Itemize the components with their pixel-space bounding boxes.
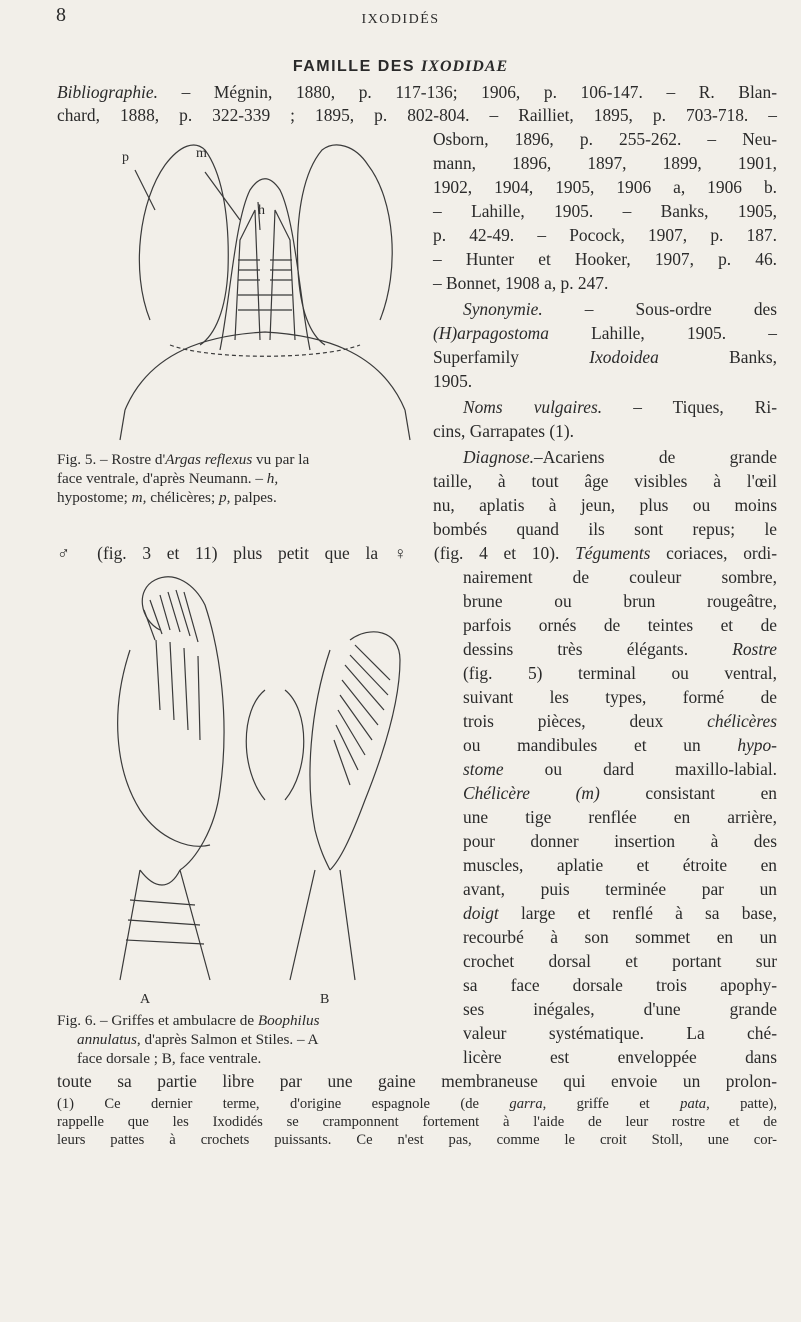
fig6-caption-line-3: face dorsale ; B, face ventrale.: [77, 1050, 262, 1067]
fig6-caption-genus: Boophilus: [257, 1012, 320, 1029]
section-title-prefix: FAMILLE DES: [292, 58, 416, 75]
synonymie-genus: (H)arpagostoma: [433, 323, 549, 343]
fig5-caption-text-3b: chélicères;: [146, 489, 219, 506]
bibliography-text-1: – Mégnin, 1880, p. 117-136; 1906, p. 106-147. – R. Blan-: [157, 82, 777, 102]
rostre-label: Rostre: [732, 639, 777, 659]
fig5-caption-line-3: [57, 489, 417, 508]
diagnose-text-12: ou mandibules et un: [463, 735, 701, 755]
fig5-caption-text-2: face ventrale, d'après Neumann. –: [57, 470, 267, 487]
synonymie-line-2: [433, 322, 777, 346]
diagnose-line-14: [463, 782, 777, 806]
diagnose-line-18: avant, puis terminée par un: [463, 879, 777, 899]
footnote-line-3: leurs pattes à crochets puissants. Ce n'est pas, comme le croit Stoll, une cor-: [57, 1131, 777, 1148]
diagnose-line-1: [463, 446, 777, 470]
diagnose-line-23: ses inégales, d'une grande: [463, 999, 777, 1019]
cheliceres-label: chélicères: [707, 711, 777, 731]
noms-label: Noms vulgaires.: [463, 397, 603, 417]
noms-text-1: – Tiques, Ri-: [602, 397, 777, 417]
chelicere-m: (m): [575, 783, 600, 803]
diagnose-line-4: bombés quand ils sont repus; le: [433, 519, 777, 539]
fig6-caption-text-1: Fig. 6. – Griffes et ambulacre de: [57, 1012, 258, 1029]
page-number: 8: [56, 4, 66, 26]
bibliography-col-2: mann, 1896, 1897, 1899, 1901,: [433, 153, 777, 173]
diagnose-line-22: sa face dorsale trois apophy-: [463, 975, 777, 995]
fig5-caption-line-1: [57, 451, 417, 470]
synonymie-superfamily: Ixodoidea: [589, 347, 659, 367]
fig6a-claw-outline: [142, 577, 224, 870]
diagnose-line-11: [463, 710, 777, 734]
bibliography-col-3: 1902, 1904, 1905, 1906 a, 1906 b.: [433, 177, 777, 197]
diagnose-line-16: pour donner insertion à des: [463, 831, 777, 851]
fig6-caption-species: annulatus: [77, 1031, 137, 1048]
synonymie-line-1: [463, 298, 777, 322]
bibliography-col-5: p. 42-49. – Pocock, 1907, p. 187.: [433, 225, 777, 245]
footnote-garra: garra: [509, 1096, 543, 1112]
bibliography-line-2: chard, 1888, p. 322-339 ; 1895, p. 802-804. – Railliet, 1895, p. 703-718. –: [57, 105, 777, 125]
fig5-caption-text-1a: Fig. 5. – Rostre d': [57, 451, 166, 468]
fig5-caption-text-1b: vu par la: [252, 451, 310, 468]
fig5-hypostome: [220, 179, 310, 350]
diagnose-line-6: brune ou brun rougeâtre,: [463, 591, 777, 611]
diagnose-teguments-label: Téguments: [575, 543, 651, 563]
footnotes: [57, 1096, 777, 1149]
fig5-left-palp: [139, 145, 228, 345]
diagnose-text-1: –Acariens de grande: [534, 447, 777, 467]
fig5-leader-m: [205, 172, 240, 220]
fig6b-claw-outline: [330, 632, 400, 870]
fig5-label-p: p: [122, 150, 129, 165]
diagnose-line-24: valeur systématique. La ché-: [463, 1023, 777, 1043]
diagnose-line-25: licère est enveloppée dans: [463, 1047, 777, 1067]
fig6-caption-line-1: [57, 1012, 457, 1031]
figure-5-drawing: [110, 120, 420, 450]
figure-6-drawing: [100, 570, 430, 990]
footnote-text-1b: , griffe et: [542, 1096, 681, 1112]
bibliography-col-4: – Lahille, 1905. – Banks, 1905,: [433, 201, 777, 221]
diagnose-text-8: dessins très élégants.: [463, 639, 689, 659]
footnote-text-1c: , patte),: [706, 1096, 777, 1112]
fig6-centre-claws: [246, 690, 304, 800]
fig5-label-m: m: [196, 146, 207, 161]
diagnose-line-21: crochet dorsal et portant sur: [463, 951, 777, 971]
bibliography-line-1: [57, 81, 777, 105]
diagnose-line-13: [463, 758, 777, 782]
synonymie-text-1: – Sous-ordre des: [542, 299, 777, 319]
fig5-caption-line-2: [57, 470, 417, 489]
fig6a-ambulacre: [118, 650, 210, 846]
diagnose-line-8: [463, 638, 777, 662]
chelicere-label: Chélicère: [463, 783, 530, 803]
diagnose-line-15: une tige renflée en arrière,: [463, 807, 777, 827]
fig6-label-b: B: [320, 992, 330, 1007]
fig5-bottom-right: [405, 410, 410, 440]
noms-line-2: cins, Garrapates (1).: [433, 421, 574, 441]
fig5-hatching: [238, 260, 292, 310]
fig6a-hatching: [144, 590, 200, 740]
section-title: [0, 58, 801, 76]
bibliography-col-1: Osborn, 1896, p. 255-262. – Neu-: [433, 129, 777, 149]
hypo-label: hypo-: [737, 735, 777, 755]
footnote-line-2: rappelle que les Ixodidés se cramponnent fortement à l'aide de leur rostre et de: [57, 1113, 777, 1130]
section-family-name: IXODIDAE: [421, 58, 509, 75]
footnote-pata: pata: [680, 1096, 707, 1112]
fig5-caption-species: Argas reflexus: [165, 451, 253, 468]
fig6-label-a: A: [140, 992, 151, 1007]
diagnose-full-line-2: toute sa partie libre par une gaine membraneuse qui envoie un prolon-: [57, 1071, 777, 1091]
bibliography-col-7: – Bonnet, 1908 a, p. 247.: [433, 273, 609, 293]
running-head: IXODIDÉS: [361, 12, 440, 27]
footnote-line-1: [57, 1096, 777, 1114]
bibliography-label: Bibliographie.: [57, 82, 158, 102]
fig5-caption-h: h,: [266, 470, 279, 487]
synonymie-line-4: 1905.: [433, 371, 473, 391]
stome-label: stome: [463, 759, 504, 779]
fig6-caption-line-2: [77, 1031, 457, 1050]
synonymie-text-3b: Banks,: [658, 347, 777, 367]
fig6b-ambulacre: [310, 650, 330, 870]
diagnose-line-10: suivant les types, formé de: [463, 687, 777, 707]
fig5-base-inner: [170, 345, 360, 356]
fig5-caption-text-3c: palpes.: [230, 489, 277, 506]
synonymie-text-3a: Superfamily: [433, 347, 590, 367]
synonymie-line-3: [433, 346, 777, 370]
diagnose-line-7: parfois ornés de teintes et de: [463, 615, 777, 635]
diagnose-line-20: recourbé à son sommet en un: [463, 927, 777, 947]
diagnose-line-19: [463, 902, 777, 926]
fig5-base: [125, 332, 405, 410]
diagnose-text-13: ou dard maxillo-labial.: [503, 759, 777, 779]
diagnose-line-17: muscles, aplatie et étroite en: [463, 855, 777, 875]
fig5-caption-m: m,: [131, 489, 147, 506]
fig6b-tarsus: [290, 870, 355, 980]
fig5-caption-p: p,: [218, 489, 231, 506]
diagnose-full-text-1b: coriaces, ordi-: [650, 543, 778, 563]
diagnose-text-19: large et renflé à sa base,: [498, 903, 777, 923]
fig5-label-h: h: [258, 203, 265, 218]
footnote-text-1a: (1) Ce dernier terme, d'origine espagnole (de: [57, 1096, 510, 1112]
diagnose-line-12: [463, 734, 777, 758]
fig6-caption-text-2: , d'après Salmon et Stiles. – A: [136, 1031, 319, 1048]
diagnose-text-14: consistant en: [599, 783, 777, 803]
diagnose-line-2: taille, à tout âge visibles à l'œil: [433, 471, 777, 491]
diagnose-full-text-1a: ♂ (fig. 3 et 11) plus petit que la ♀ (fig. 4 et 10).: [57, 543, 576, 563]
fig6b-hatching: [334, 645, 390, 785]
bibliography-col-6: – Hunter et Hooker, 1907, p. 46.: [433, 249, 777, 269]
diagnose-label: Diagnose.: [463, 447, 535, 467]
diagnose-line-5: nairement de couleur sombre,: [463, 567, 777, 587]
fig6a-tarsus-detail: [126, 900, 204, 944]
diagnose-line-9: (fig. 5) terminal ou ventral,: [463, 663, 777, 683]
synonymie-text-2: Lahille, 1905. –: [548, 323, 777, 343]
fig5-right-palp: [297, 145, 392, 345]
fig5-caption-text-3a: hypostome;: [57, 489, 132, 506]
diagnose-line-3: nu, aplatis à jeun, plus ou moins: [433, 495, 777, 515]
synonymie-label: Synonymie.: [463, 299, 543, 319]
diagnose-text-11: trois pièces, deux: [463, 711, 664, 731]
doigt-label: doigt: [463, 903, 499, 923]
noms-line-1: [463, 396, 777, 420]
fig5-bottom-left: [120, 410, 125, 440]
diagnose-full-line-1: [57, 542, 777, 566]
